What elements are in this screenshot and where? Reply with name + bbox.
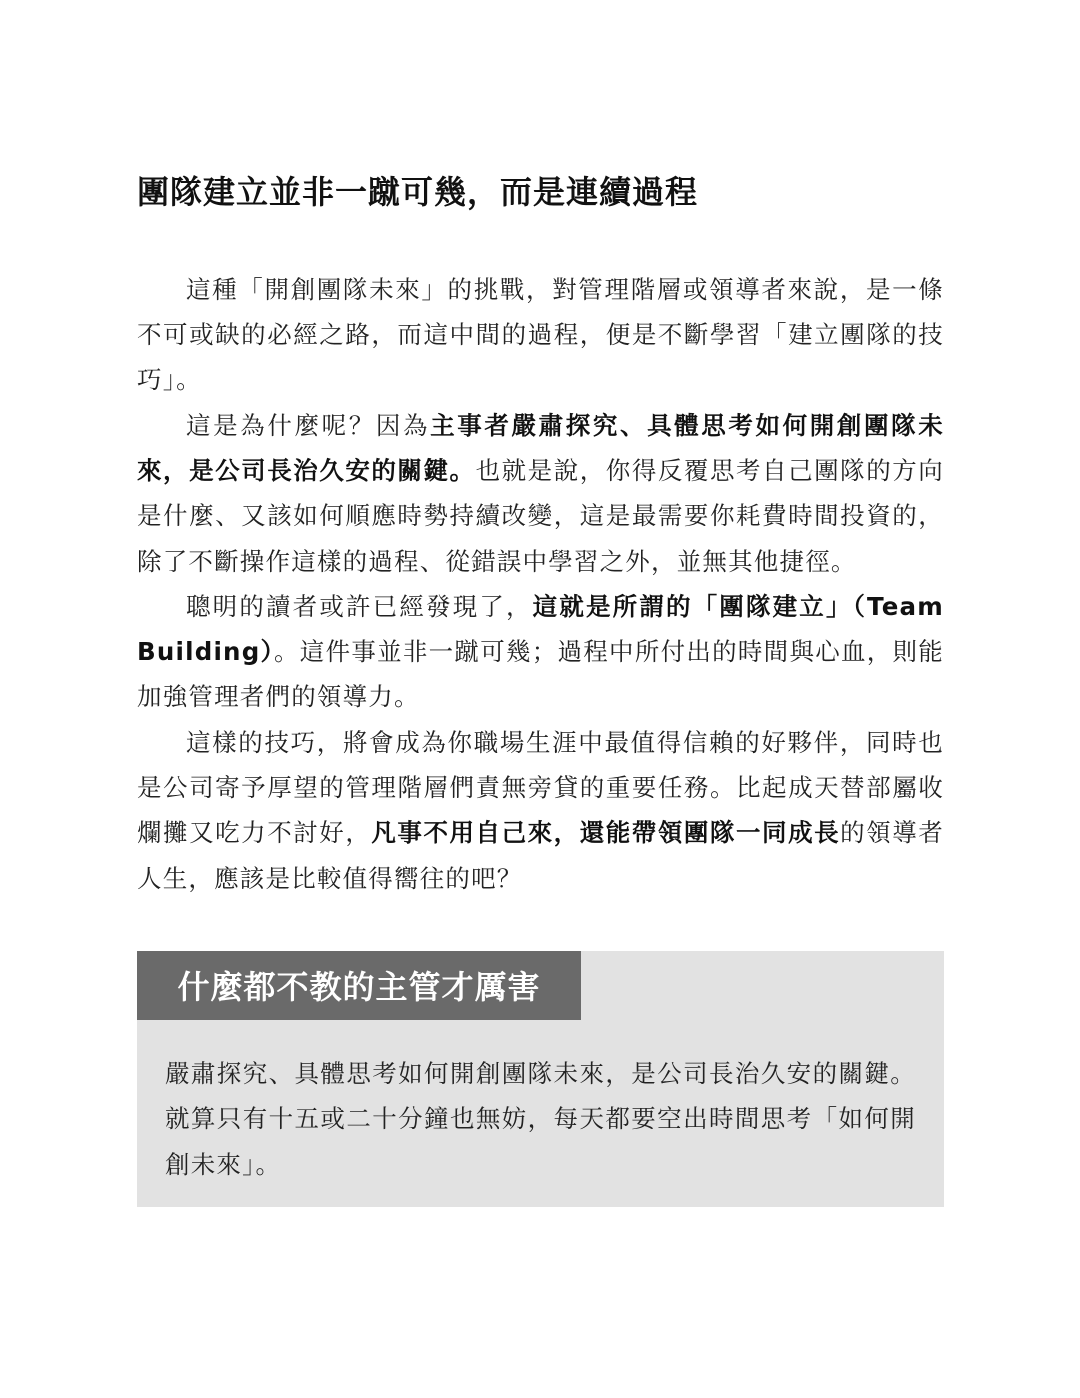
paragraph [137,267,944,403]
page-content [137,170,944,1207]
callout-title: 什麼都不教的主管才厲害 [137,951,581,1020]
paragraph-emphasis: 這就是所謂的「團隊建立」（Team Building） [137,591,944,667]
paragraph-text: 。這件事並非一蹴可幾；過程中所付出的時間與心血，則能加強管理者們的領導力。 [137,637,944,712]
paragraph [137,584,944,720]
paragraph [137,720,944,901]
section-title: 團隊建立並非一蹴可幾，而是連續過程 [137,173,699,211]
paragraph-text: 這樣的技巧，將會成為你職場生涯中最值得信賴的好夥伴，同時也是公司寄予厚望的管理階層們責無旁貸的重要任務。比起成天替部屬收爛攤又吃力不討好， [137,727,944,848]
paragraph-text: 也就是說，你得反覆思考自己團隊的方向是什麼、又該如何順應時勢持續改變，這是最需要你耗費時間投資的，除了不斷操作這樣的過程、從錯誤中學習之外，並無其他捷徑。 [137,455,944,576]
callout-box [137,951,944,1207]
paragraph-text: 這種「開創團隊未來」的挑戰，對管理階層或領導者來說，是一條不可或缺的必經之路，而這中間的過程，便是不斷學習「建立團隊的技巧」。 [137,274,944,395]
paragraph-text: 聰明的讀者或許已經發現了， [186,591,533,621]
paragraph-emphasis: 主事者嚴肅探究、具體思考如何開創團隊未來，是公司長治久安的關鍵。 [137,410,944,485]
body-text [137,267,944,901]
paragraph-text: 這是為什麼呢？因為 [186,410,431,440]
paragraph-emphasis: 凡事不用自己來，還能帶領團隊一同成長 [371,818,841,848]
callout-text: 嚴肅探究、具體思考如何開創團隊未來，是公司長治久安的關鍵。就算只有十五或二十分鐘也無妨，每天都要空出時間思考「如何開創未來」。 [165,1058,916,1179]
paragraph [137,403,944,584]
paragraph-text: 的領導者人生，應該是比較值得嚮往的吧？ [137,818,944,893]
